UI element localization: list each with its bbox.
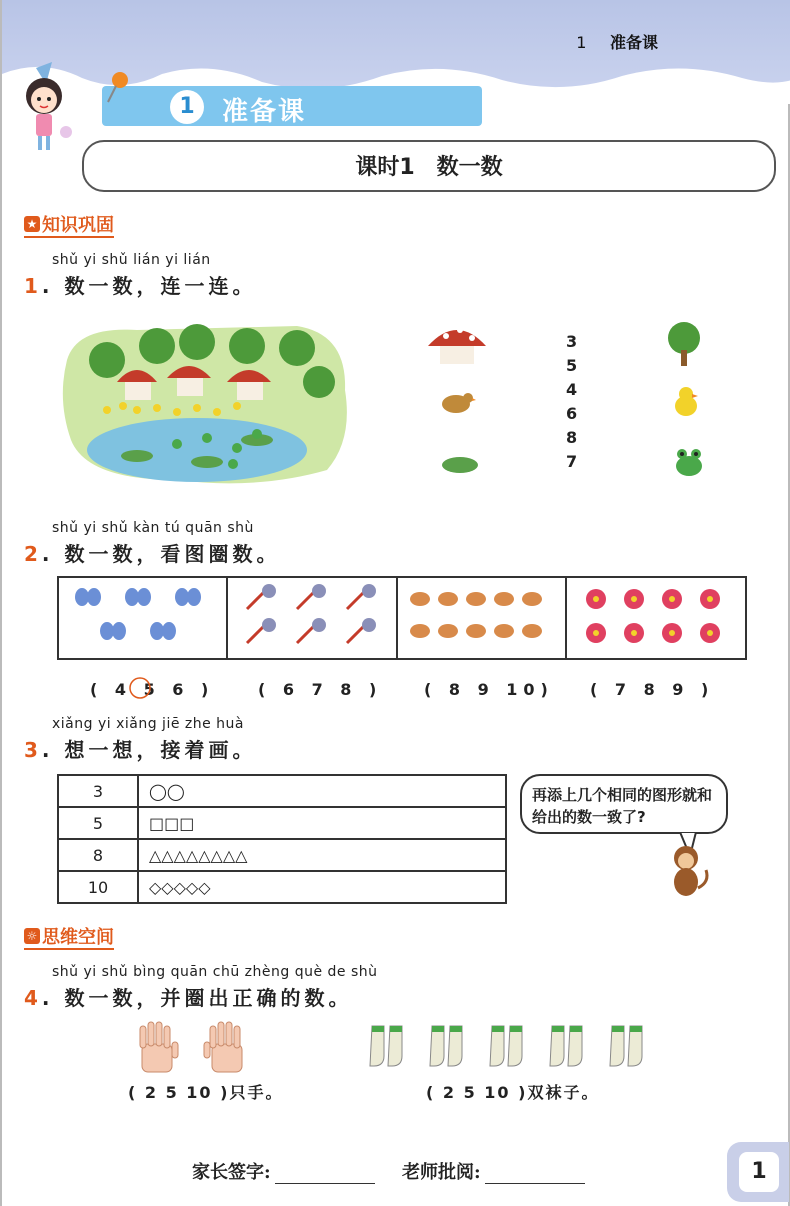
q3-shape-table [57, 774, 507, 904]
row-shapes[interactable]: □□□ [138, 807, 506, 839]
lightbulb-icon: ☼ [24, 928, 40, 944]
q1-number-item[interactable]: 4 [566, 380, 578, 399]
lesson-title-box [82, 140, 776, 192]
row-number: 10 [58, 871, 138, 903]
frog-icon [672, 444, 706, 478]
page-number: 1 [739, 1152, 779, 1192]
table-row [58, 775, 506, 807]
q3-pinyin: xiǎng yi xiǎng jiē zhe huà [52, 716, 245, 732]
axe-cell [227, 577, 396, 659]
parent-signature-label: 家长签字: [192, 1162, 271, 1183]
q2-choice-3[interactable]: ( 8 9 10) [424, 680, 554, 699]
q2-pinyin: shǔ yi shǔ kàn tú quān shù [52, 520, 254, 536]
q3-prompt [24, 734, 256, 763]
girl-mascot-illustration [12, 62, 82, 162]
axe-group-icon [237, 581, 387, 651]
q1-number-column [566, 330, 586, 474]
lesson-title: 课时1 数一数 [355, 155, 503, 180]
answer-circle-mark [128, 676, 152, 700]
parent-signature-line[interactable] [275, 1183, 375, 1184]
row-number: 5 [58, 807, 138, 839]
monkey-illustration [662, 842, 712, 902]
chick-icon [672, 386, 700, 418]
table-row [58, 839, 506, 871]
running-header [576, 30, 658, 53]
lesson-number-badge: 1 [170, 90, 204, 124]
fish-group-icon [406, 581, 556, 651]
q2-prompt [24, 538, 280, 567]
q1-number-item[interactable]: 8 [566, 428, 578, 447]
q2-picture-table [57, 576, 747, 660]
hint-speech-bubble: 再添上几个相同的图形就和给出的数一致了? [520, 774, 728, 834]
q2-choice-1[interactable]: ( 4 5 6 ) [90, 680, 215, 699]
flower-group-icon [576, 581, 736, 651]
table-row [58, 871, 506, 903]
q2-text: . 数一数，看图圈数。 [41, 542, 281, 566]
fish-cell [397, 577, 566, 659]
q2-number: 2 [24, 542, 42, 566]
lesson-banner-title: 准备课 [222, 97, 307, 127]
q3-text: . 想一想，接着画。 [41, 738, 257, 762]
pushpin-icon [104, 70, 132, 106]
q4-answer-hands[interactable]: ( 2 5 10 )只手。 [128, 1083, 284, 1102]
butterfly-cell [58, 577, 227, 659]
row-shapes[interactable]: ◯◯ [138, 775, 506, 807]
star-icon: ★ [24, 216, 40, 232]
q3-number: 3 [24, 738, 42, 762]
bird-icon [436, 388, 476, 418]
q1-number-item[interactable]: 6 [566, 404, 578, 423]
flower-cell [566, 577, 746, 659]
lily-pad-icon [440, 454, 480, 476]
pond-scene-illustration [57, 320, 357, 488]
row-number: 3 [58, 775, 138, 807]
q4-answer-socks[interactable]: ( 2 5 10 )双袜子。 [426, 1083, 600, 1102]
q1-number-item[interactable]: 7 [566, 452, 578, 471]
section-tag-label: 知识巩固 [42, 215, 114, 236]
teacher-review [402, 1158, 585, 1184]
socks-illustration [368, 1022, 668, 1076]
butterfly-group-icon [68, 581, 218, 651]
section-tag-label: 思维空间 [42, 927, 114, 948]
section-tag-knowledge [24, 212, 114, 238]
row-shapes[interactable]: △△△△△△△△ [138, 839, 506, 871]
header-lesson-number: 1 [576, 33, 587, 52]
table-row [58, 807, 506, 839]
q4-text: . 数一数，并圈出正确的数。 [41, 986, 353, 1010]
row-number: 8 [58, 839, 138, 871]
q1-number: 1 [24, 274, 42, 298]
teacher-review-label: 老师批阅: [402, 1162, 481, 1183]
q4-number: 4 [24, 986, 42, 1010]
tree-icon [664, 320, 704, 368]
teacher-review-line[interactable] [485, 1183, 585, 1184]
hands-illustration [132, 1020, 262, 1076]
row-shapes[interactable]: ◇◇◇◇◇ [138, 871, 506, 903]
q1-pinyin: shǔ yi shǔ lián yi lián [52, 252, 211, 268]
q2-choice-4[interactable]: ( 7 8 9 ) [590, 680, 715, 699]
mushroom-house-icon [426, 320, 488, 366]
q4-pinyin: shǔ yi shǔ bìng quān chū zhèng què de shù [52, 964, 378, 980]
q1-text: . 数一数，连一连。 [41, 274, 257, 298]
q1-number-item[interactable]: 5 [566, 356, 578, 375]
q1-prompt [24, 270, 256, 299]
q2-choice-2[interactable]: ( 6 7 8 ) [258, 680, 383, 699]
section-tag-thinking [24, 924, 114, 950]
q1-number-item[interactable]: 3 [566, 332, 578, 351]
parent-signature [192, 1158, 375, 1184]
header-lesson-name: 准备课 [609, 33, 658, 52]
q4-prompt [24, 982, 352, 1011]
